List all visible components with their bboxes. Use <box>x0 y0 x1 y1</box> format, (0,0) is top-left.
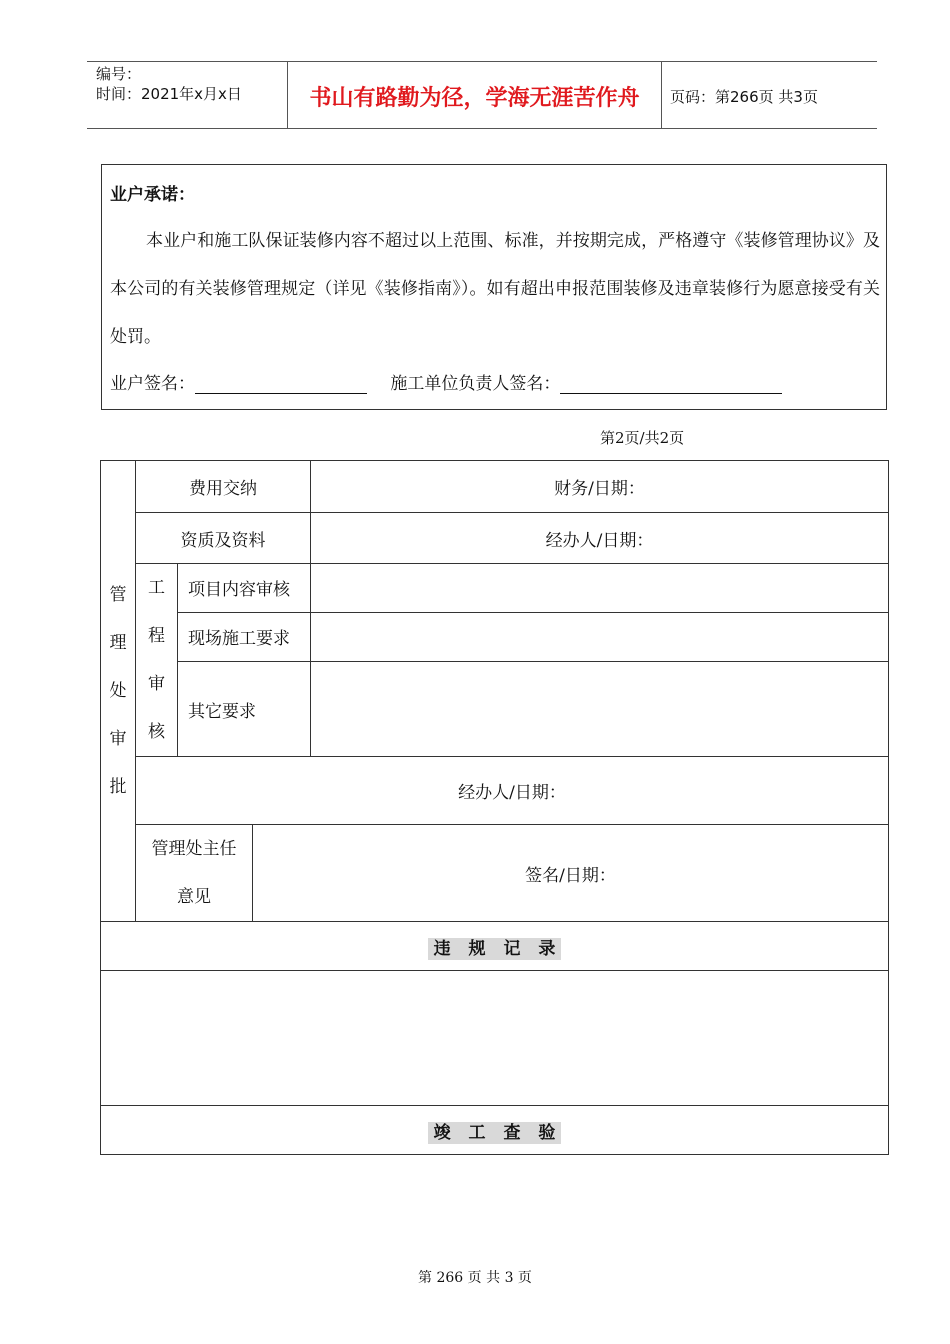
qual-value[interactable]: 经办人/日期： <box>311 513 889 564</box>
qual-label: 资质及资料 <box>136 513 311 564</box>
contractor-sign-line[interactable] <box>560 375 782 394</box>
eng-review-label: 工 程 审 核 <box>136 564 178 757</box>
promise-body: 本业户和施工队保证装修内容不超过以上范围、标准，并按期完成，严格遵守《装修管理协议》及本公司的有关装修管理规定（详见《装修指南》）。如有超出申报范围装修及违章装修行为愿意接受有关处罚。 <box>110 231 880 347</box>
director-sign[interactable]: 签名/日期： <box>253 825 889 922</box>
header-motto: 书山有路勤为径，学海无涯苦作舟 <box>309 86 640 111</box>
fee-value[interactable]: 财务/日期： <box>311 461 889 513</box>
eng-item-other-value[interactable] <box>311 662 889 757</box>
approval-table <box>100 460 889 1155</box>
header-page: 页码：第266页 共3页 <box>670 88 818 106</box>
eng-handler[interactable]: 经办人/日期： <box>136 757 889 825</box>
owner-sign-label: 业户签名： <box>110 374 195 394</box>
completion-title <box>101 1106 889 1155</box>
header-top-rule <box>87 61 877 62</box>
eng-item-site-value[interactable] <box>311 612 889 662</box>
violation-record-area[interactable] <box>101 971 889 1106</box>
violation-title <box>101 922 889 971</box>
signature-row <box>110 369 800 394</box>
eng-item-content-value[interactable] <box>311 564 889 613</box>
eng-item-content: 项目内容审核 <box>178 564 311 613</box>
owner-sign-line[interactable] <box>195 375 367 394</box>
header-date: 时间：2021年x月x日 <box>96 85 242 103</box>
header-bottom-rule <box>87 128 877 129</box>
header-meta <box>96 64 242 104</box>
page-footer: 第 266 页 共 3 页 <box>418 1270 532 1286</box>
completion-title-text: 竣 工 查 验 <box>428 1122 562 1144</box>
director-label-line2: 意见 <box>177 887 211 907</box>
approval-section-label: 管 理 处 审 批 <box>101 461 136 922</box>
director-label-line1: 管理处主任 <box>151 839 237 859</box>
violation-title-text: 违 规 记 录 <box>428 938 562 960</box>
promise-title: 业户承诺： <box>110 185 195 205</box>
eng-item-site: 现场施工要求 <box>178 612 311 662</box>
director-label <box>136 825 253 922</box>
fee-label: 费用交纳 <box>136 461 311 513</box>
eng-item-other: 其它要求 <box>178 662 311 757</box>
header-code: 编号： <box>96 65 142 83</box>
header-divider <box>661 61 662 128</box>
contractor-sign-label: 施工单位负责人签名： <box>390 374 561 394</box>
sub-page-number: 第2页/共2页 <box>600 429 685 447</box>
